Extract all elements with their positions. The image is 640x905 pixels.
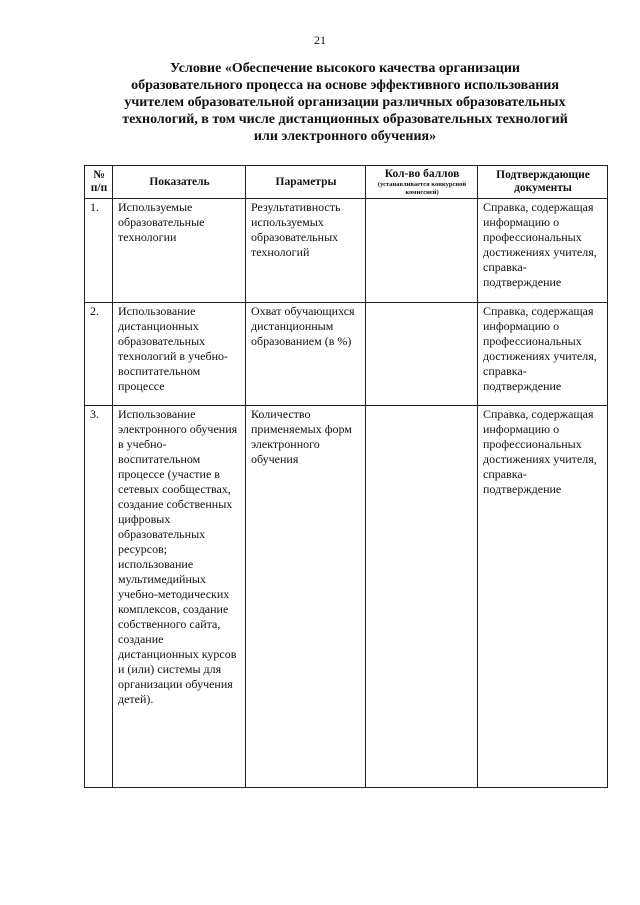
row-indicator: Используемые образовательные технологии bbox=[113, 199, 246, 303]
indicators-table bbox=[84, 165, 608, 788]
header-num: № п/п bbox=[85, 166, 113, 199]
row-indicator: Использование дистанционных образовательных технологий в учебно-воспитательном процессе bbox=[113, 303, 246, 406]
header-points-label: Кол-во баллов bbox=[384, 167, 460, 180]
row-documents: Справка, содержащая информацию о профессиональных достижениях учителя, справка-подтверждение bbox=[478, 303, 608, 406]
row-points bbox=[366, 303, 478, 406]
row-num: 3. bbox=[85, 406, 113, 788]
row-num: 2. bbox=[85, 303, 113, 406]
row-parameters: Результативность используемых образовательных технологий bbox=[246, 199, 366, 303]
header-points bbox=[366, 166, 478, 199]
row-indicator: Использование электронного обучения в учебно-воспитательном процессе (участие в сетевых сообществах, создание собственных цифровых образовательных ресурсов; использование мультимедийных учебно-методических комплексов, создание собственного сайта, создание дистанционных курсов и (или) системы для организации обучения детей). bbox=[113, 406, 246, 788]
table-row bbox=[85, 199, 608, 303]
row-points bbox=[366, 199, 478, 303]
table-row bbox=[85, 303, 608, 406]
row-parameters: Охват обучающихся дистанционным образованием (в %) bbox=[246, 303, 366, 406]
page-number: 21 bbox=[314, 33, 326, 47]
section-heading: Условие «Обеспечение высокого качества организации образовательного процесса на основе эффективного использования учителем образовательной организации различных образовательных технологий, в том числе дистанционных образовательных технологий или электронного обучения» bbox=[122, 61, 568, 144]
row-documents: Справка, содержащая информацию о профессиональных достижениях учителя, справка-подтверждение bbox=[478, 199, 608, 303]
table-row bbox=[85, 406, 608, 788]
row-documents: Справка, содержащая информацию о профессиональных достижениях учителя, справка-подтверждение bbox=[478, 406, 608, 788]
row-points bbox=[366, 406, 478, 788]
header-documents: Подтверждающие документы bbox=[478, 166, 608, 199]
header-points-note: (устанавливается конкурсной комиссией) bbox=[377, 180, 467, 196]
header-indicator: Показатель bbox=[113, 166, 246, 199]
row-num: 1. bbox=[85, 199, 113, 303]
table-header-row bbox=[85, 166, 608, 199]
row-parameters: Количество применяемых форм электронного обучения bbox=[246, 406, 366, 788]
header-parameters: Параметры bbox=[246, 166, 366, 199]
